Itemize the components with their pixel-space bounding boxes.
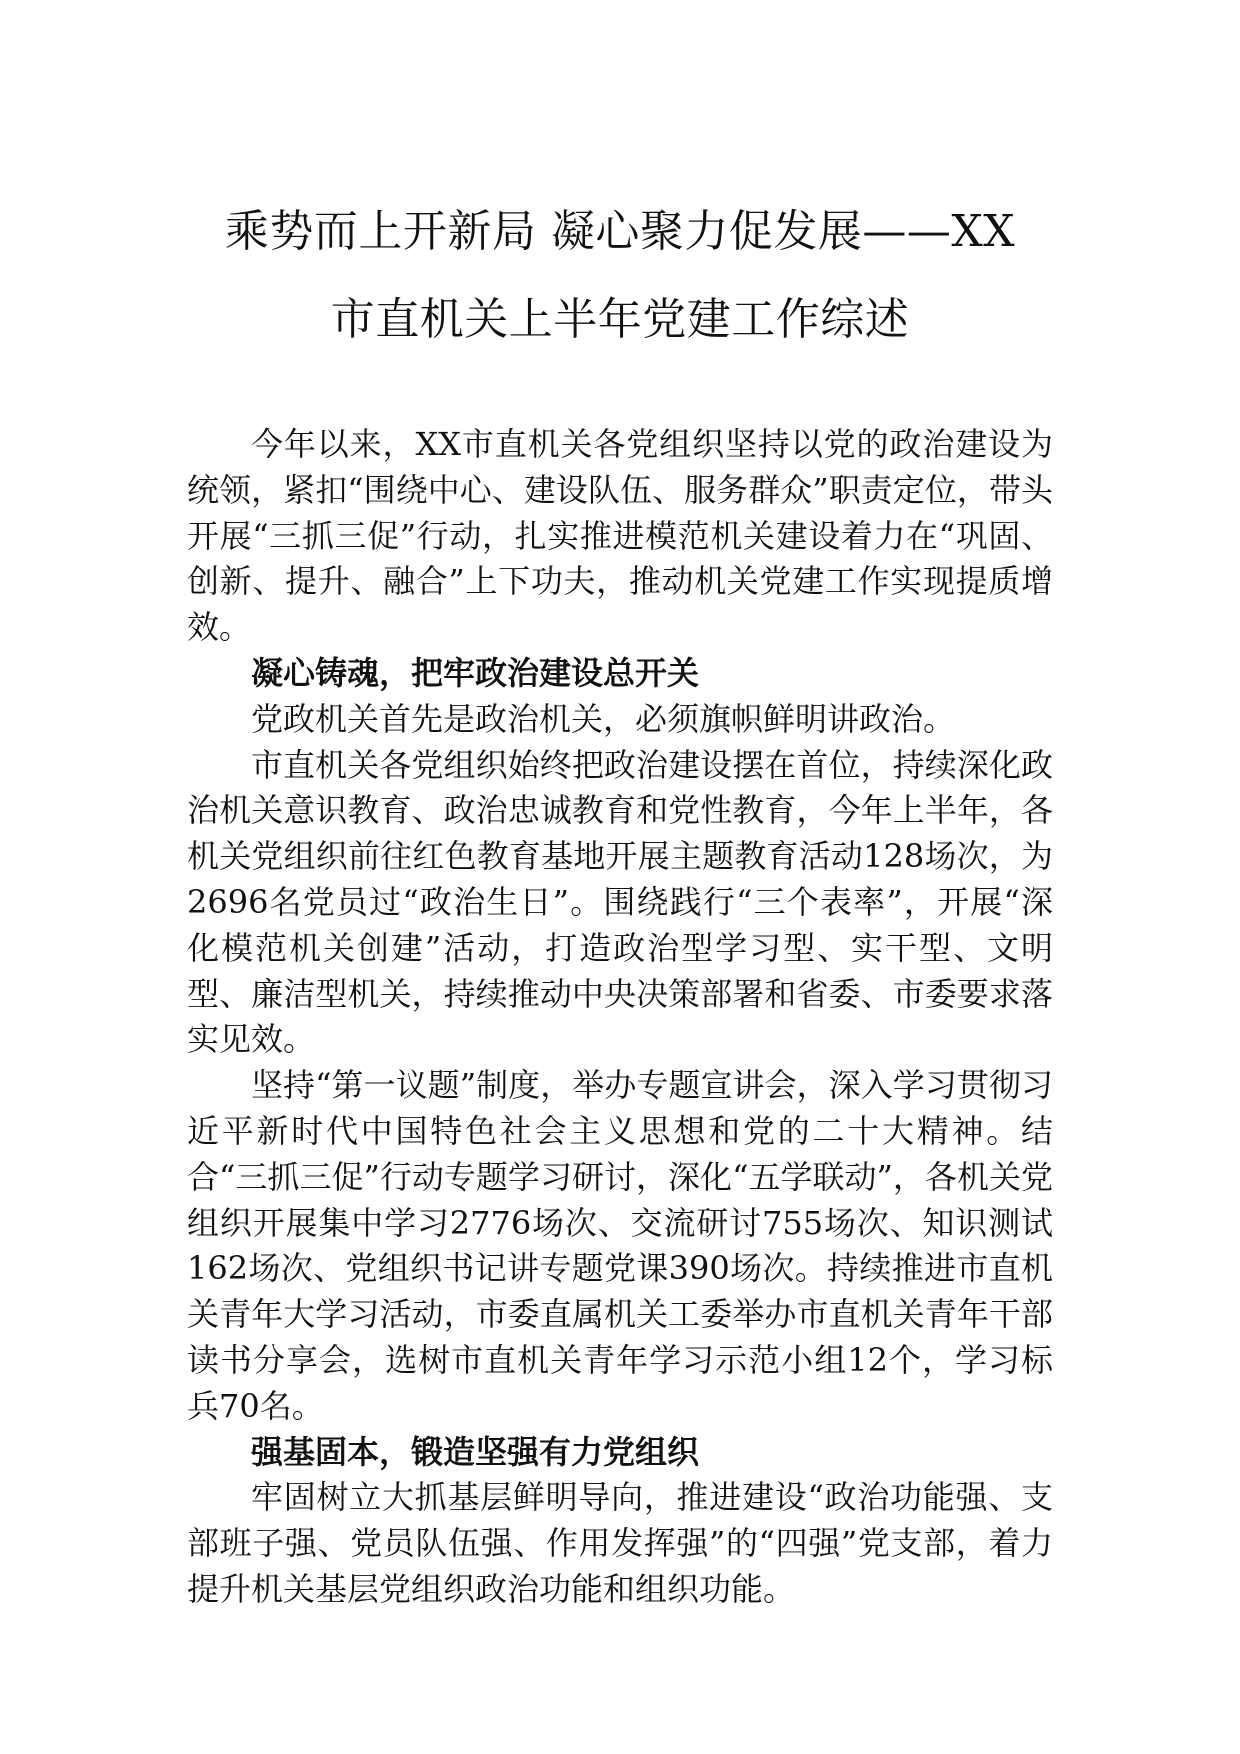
document-title (150, 188, 1090, 364)
section-heading-foundation: 强基固本，锻造坚强有力党组织 (251, 1432, 700, 1471)
paragraph: 牢固树立大抓基层鲜明导向，推进建设“政治功能强、支部班子强、党员队伍强、作用发挥强”的“四强”党支部，着力提升机关基层党组织政治功能和组织功能。 (187, 1478, 1053, 1608)
document-body (187, 422, 1053, 1613)
paragraph: 坚持“第一议题”制度，举办专题宣讲会，深入学习贯彻习近平新时代中国特色社会主义思想和党的二十大精神。结合“三抓三促”行动专题学习研讨，深化“五学联动”，各机关党组织开展集中学习2776场次、交流研讨755场次、知识测试162场次、党组织书记讲专题党课390场次。持续推进市直机关青年大学习活动，市委直属机关工委举办市直机关青年干部读书分享会，选树市直机关青年学习示范小组12个，学习标兵70名。 (187, 1066, 1053, 1425)
paragraph: 党政机关首先是政治机关，必须旗帜鲜明讲政治。 (251, 699, 956, 738)
title-line-1: 乘势而上开新局 凝心聚力促发展——XX (224, 206, 1016, 257)
title-line-2: 市直机关上半年党建工作综述 (330, 294, 910, 345)
paragraph: 市直机关各党组织始终把政治建设摆在首位，持续深化政治机关意识教育、政治忠诚教育和党性教育，今年上半年，各机关党组织前往红色教育基地开展主题教育活动128场次，为2696名党员过“政治生日”。围绕践行“三个表率”，开展“深化模范机关创建”活动，打造政治型学习型、实干型、文明型、廉洁型机关，持续推动中央决策部署和省委、市委要求落实见效。 (187, 745, 1053, 1059)
paragraph-intro: 今年以来，XX市直机关各党组织坚持以党的政治建设为统领，紧扣“围绕中心、建设队伍、服务群众”职责定位，带头开展“三抓三促”行动，扎实推进模范机关建设着力在“巩固、创新、提升、融合”上下功夫，推动机关党建工作实现提质增效。 (187, 425, 1053, 647)
section-heading-political: 凝心铸魂，把牢政治建设总开关 (251, 653, 700, 692)
